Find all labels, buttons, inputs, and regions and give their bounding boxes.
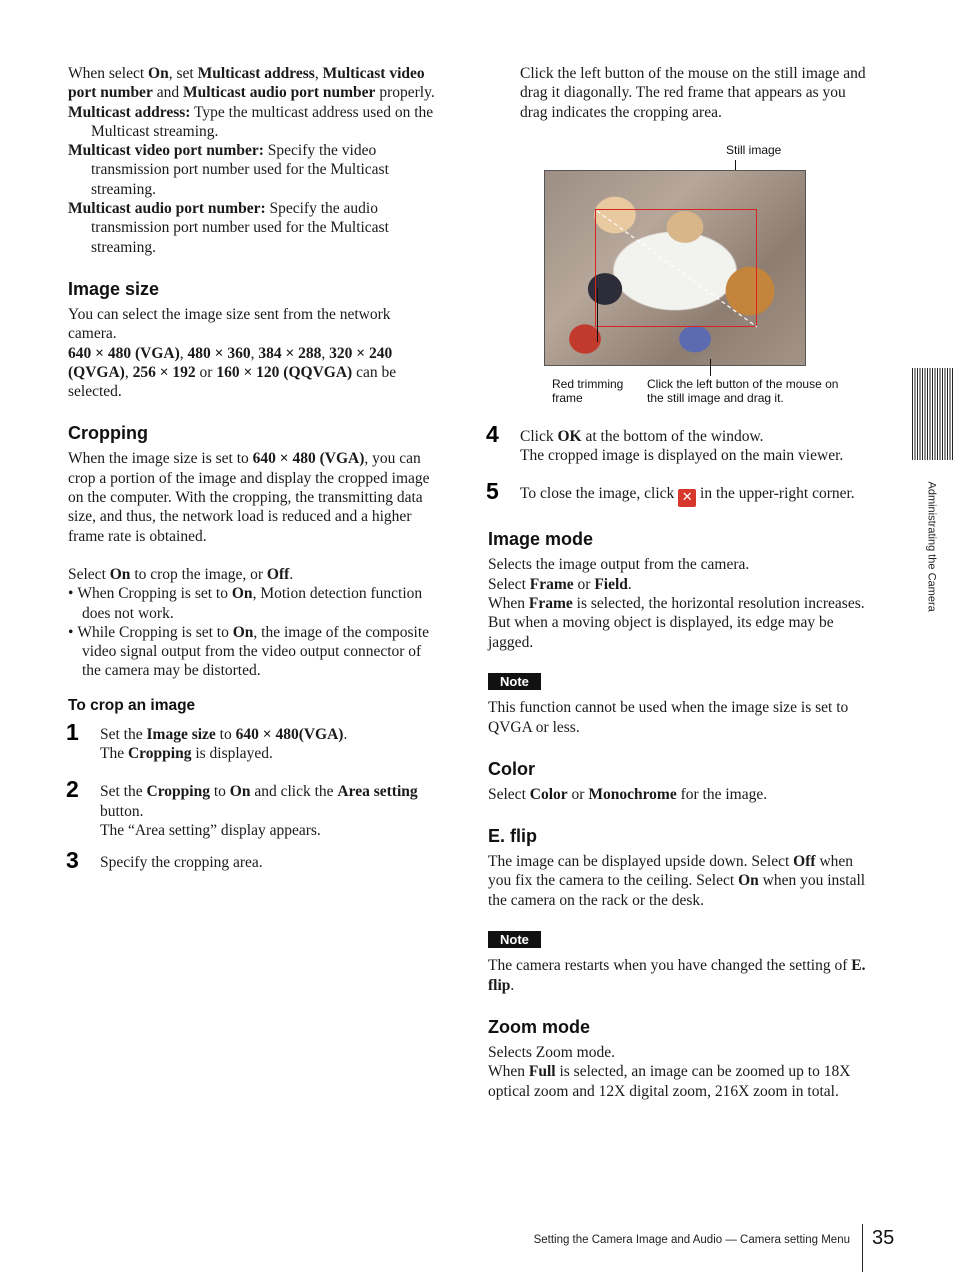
cropping-desc: When the image size is set to 640 × 480 (VGA), you can crop a portion of the image and display the cropped image on the computer. With the cropping, the transmitting data size, and thus, the network load is reduced and a higher frame rate is obtained. [68, 450, 430, 545]
step-4-text: Click OK at the bottom of the window. [520, 427, 764, 445]
multicast-address-item: Multicast address: Type the multicast address used on the Multicast streaming. [68, 103, 434, 140]
drag-leader [710, 359, 711, 376]
step-5-text: To close the image, click ✕ in the upper-right corner. [520, 485, 855, 506]
color-desc: Select Color or Monochrome for the image. [488, 785, 768, 803]
still-image-caption: Still image [726, 142, 782, 157]
image-mode-frame-info: When Frame is selected, the horizontal resolution increases. But when a moving object is displayed, its edge may be jagged. [488, 595, 865, 651]
image-size-options: 640 × 480 (VGA), 480 × 360, 384 × 288, 320 × 240 (QVGA), 256 × 192 or 160 × 120 (QQVGA) can be selected. [68, 344, 397, 401]
step-3 [66, 847, 443, 874]
cropping-figure [488, 127, 866, 427]
drag-diagonal [545, 171, 805, 365]
multicast-video-port-item: Multicast video port number: Specify the video transmission port number used for the Multicast streaming. [68, 142, 389, 198]
step-number: 5 [486, 478, 499, 505]
image-mode-desc: Selects the image output from the camera. [488, 556, 750, 574]
note-label: Note [488, 931, 541, 948]
cropping-heading: Cropping [68, 423, 148, 444]
close-x-icon: ✕ [678, 489, 696, 507]
image-size-desc: You can select the image size sent from the network camera. [68, 305, 391, 343]
cropping-bullet-distortion: • While Cropping is set to On, the image of the composite video signal output from the video output connector of the camera may be distorted. [68, 623, 430, 680]
eflip-heading: E. flip [488, 826, 537, 847]
multicast-audio-port-item: Multicast audio port number: Specify the audio transmission port number used for the Multicast streaming. [68, 200, 389, 256]
red-frame-caption: Red trimming frame [552, 376, 624, 405]
color-heading: Color [488, 758, 535, 779]
left-column [68, 64, 443, 873]
page-number: 35 [872, 1227, 895, 1249]
cropping-select: Select On to crop the image, or Off. [68, 565, 294, 583]
drag-instruction: Click the left button of the mouse on the still image and drag it diagonally. The red frame that appears as you drag indicates the cropping area. [520, 65, 866, 121]
note-label: Note [488, 673, 541, 690]
step-number: 1 [66, 718, 79, 745]
step-number: 2 [66, 776, 79, 803]
step-1-result: The Cropping is displayed. [100, 745, 273, 763]
zoom-mode-desc: Selects Zoom mode. [488, 1043, 615, 1061]
red-frame-leader [597, 288, 598, 342]
image-mode-select: Select Frame or Field. [488, 575, 632, 593]
step-1-text: Set the Image size to 640 × 480(VGA). [100, 725, 348, 743]
step-number: 3 [66, 847, 79, 874]
eflip-desc: The image can be displayed upside down. Select Off when you fix the camera to the ceiling. Select On when you install the camera on the rack or the desk. [488, 853, 866, 909]
crop-howto-heading: To crop an image [68, 696, 196, 714]
image-mode-heading: Image mode [488, 529, 594, 550]
zoom-mode-heading: Zoom mode [488, 1016, 590, 1037]
drag-caption: Click the left button of the mouse on the still image and drag it. [647, 376, 839, 405]
chapter-tab-label: Administrating the Camera [925, 481, 938, 612]
cropping-bullet-motion: • When Cropping is set to On, Motion detection function does not work. [68, 585, 423, 622]
still-image [544, 170, 806, 366]
step-3-text: Specify the cropping area. [100, 854, 263, 872]
step-4 [486, 420, 866, 466]
step-number: 4 [486, 420, 499, 447]
step-5 [486, 478, 866, 507]
multicast-intro: When select On, set Multicast address, Multicast video port number and Multicast audio port number properly. [68, 65, 435, 102]
step-2-text: Set the Cropping to On and click the Area setting button. [100, 783, 418, 820]
step-2-result: The “Area setting” display appears. [100, 821, 321, 839]
step-1 [66, 718, 443, 764]
chapter-index-tab [912, 368, 954, 460]
image-size-heading: Image size [68, 278, 160, 299]
running-footer-title: Setting the Camera Image and Audio — Camera setting Menu [533, 1234, 850, 1246]
right-column [488, 64, 866, 1101]
image-mode-note: This function cannot be used when the image size is set to QVGA or less. [488, 699, 849, 736]
zoom-mode-full-info: When Full is selected, an image can be zoomed up to 18X optical zoom and 12X digital zoom, 216X zoom in total. [488, 1063, 851, 1100]
step-2 [66, 776, 443, 840]
footer-divider [862, 1224, 863, 1272]
step-4-result: The cropped image is displayed on the main viewer. [520, 447, 844, 465]
eflip-note: The camera restarts when you have changed the setting of E. flip. [488, 957, 866, 994]
